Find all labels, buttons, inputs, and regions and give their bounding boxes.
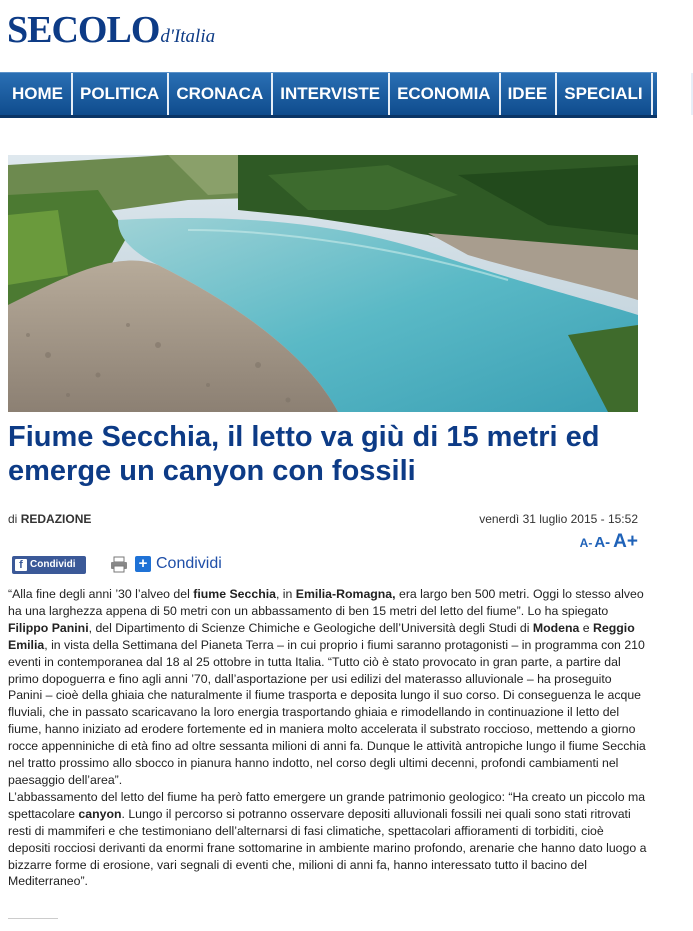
article-title: Fiume Secchia, il letto va giù di 15 metri ed emerge un canyon con fossili <box>8 421 600 487</box>
nav-item-economia[interactable]: ECONOMIA <box>390 73 501 115</box>
nav-item-fo[interactable]: FO <box>653 73 693 115</box>
logo-main-text: SECOLO <box>7 9 160 51</box>
article-text-bold: Modena <box>532 620 580 635</box>
nav-item-speciali[interactable]: SPECIALI <box>557 73 652 115</box>
nav-item-idee[interactable]: IDEE <box>501 73 558 115</box>
article-text: “Alla fine degli anni ’30 l’alveo del <box>8 587 194 601</box>
byline <box>8 512 91 526</box>
article-body <box>8 586 648 890</box>
article-text: , in <box>275 587 296 601</box>
print-icon[interactable] <box>110 556 128 573</box>
article-hero-image <box>8 155 638 412</box>
font-size-large-button[interactable]: A+ <box>613 531 638 552</box>
facebook-icon: f <box>15 559 27 571</box>
facebook-share-label: Condividi <box>30 559 76 570</box>
font-size-controls <box>580 531 638 553</box>
article-text: , in vista della Settimana del Pianeta Terra – in cui proprio i fiumi saranno protagonisti – in programma con 210 eventi in contemporanea dal 18 al 25 ottobre in tutta Italia. “Tutto ciò è stato provocato in gran parte, a partire dal primo dopoguerra e fino agli anni ’70, dall’asportazione per usi edilizi del materasso alluvionale – ha proseguito Panini – cioè della ghiaia che naturalmente il fiume trasporta e deposita lungo il suo corso. Di conseguenza le acque fluviali, che in passato scaricavano la loro energia trasportando ghiaia e rimodellando in continuazione il letto del fiume, hanno iniziato ad erodere fortemente ed in maniera molto accelerata il substrato roccioso, mettendo a giorno rocce appenniniche di età fino ad oltre sessanta milioni di anni fa. Dunque le attività antropiche lungo il fiume Secchia nel tratto prossimo allo sbocco in pianura hanno indotto, nel corso degli ultimi decenni, profondi cambiamenti nel paesaggio dell’area”. <box>8 637 646 787</box>
article-text-bold: Reggio Emilia <box>8 620 635 652</box>
font-size-medium-button[interactable]: A- <box>594 534 611 551</box>
article-text-bold: fiume Secchia <box>193 587 276 601</box>
article-text-bold: Filippo Panini <box>8 620 89 635</box>
publish-date: venerdì 31 luglio 2015 - 15:52 <box>479 512 638 526</box>
article-text-bold: canyon <box>78 806 122 821</box>
nav-item-interviste[interactable]: INTERVISTE <box>273 73 390 115</box>
divider <box>8 918 58 919</box>
site-logo[interactable] <box>7 10 215 50</box>
article-text: e <box>579 620 594 635</box>
article-text: . Lungo il percorso si potranno osservare depositi alluvionali fossili nei quali sono stati ritrovati resti di mammiferi e che testimoniano dell’alternarsi di fasi climatiche, spettacolari affioramenti di torbiditi, cioè depositi rocciosi derivanti da enormi frane sottomarine in ambiente marino profondo, arenarie che hanno dato luogo a bizzarre forme di erosione, vari segnali di eventi che, milioni di anni fa, hanno interessato tutto il bacino del Mediterraneo”. <box>8 806 647 889</box>
nav-item-home[interactable]: HOME <box>0 73 73 115</box>
article-text: L’abbassamento del letto del fiume ha però fatto emergere un grande patrimonio geologico: “Ha creato un piccolo ma spettacolare <box>8 789 646 821</box>
article-text: era largo ben 500 metri. Oggi lo stesso alveo ha una larghezza appena di 50 metri con un abbassamento di ben 15 metri del letto del fiume”. Lo ha spiegato <box>8 587 644 618</box>
share-label[interactable]: Condividi <box>156 555 222 572</box>
nav-item-cronaca[interactable]: CRONACA <box>169 73 273 115</box>
main-navigation <box>0 72 684 118</box>
article-text-bold: Emilia-Romagna, <box>295 587 396 601</box>
logo-sub-text: d'Italia <box>160 26 216 47</box>
plus-icon[interactable]: + <box>135 556 151 572</box>
author-name[interactable]: REDAZIONE <box>20 512 92 526</box>
byline-prefix: di <box>8 512 18 526</box>
article-text: , del Dipartimento di Scienze Chimiche e Geologiche dell’Università degli Studi di <box>88 620 533 635</box>
facebook-share-button[interactable] <box>12 556 86 574</box>
nav-item-politica[interactable]: POLITICA <box>73 73 169 115</box>
font-size-small-button[interactable]: A- <box>579 536 593 550</box>
